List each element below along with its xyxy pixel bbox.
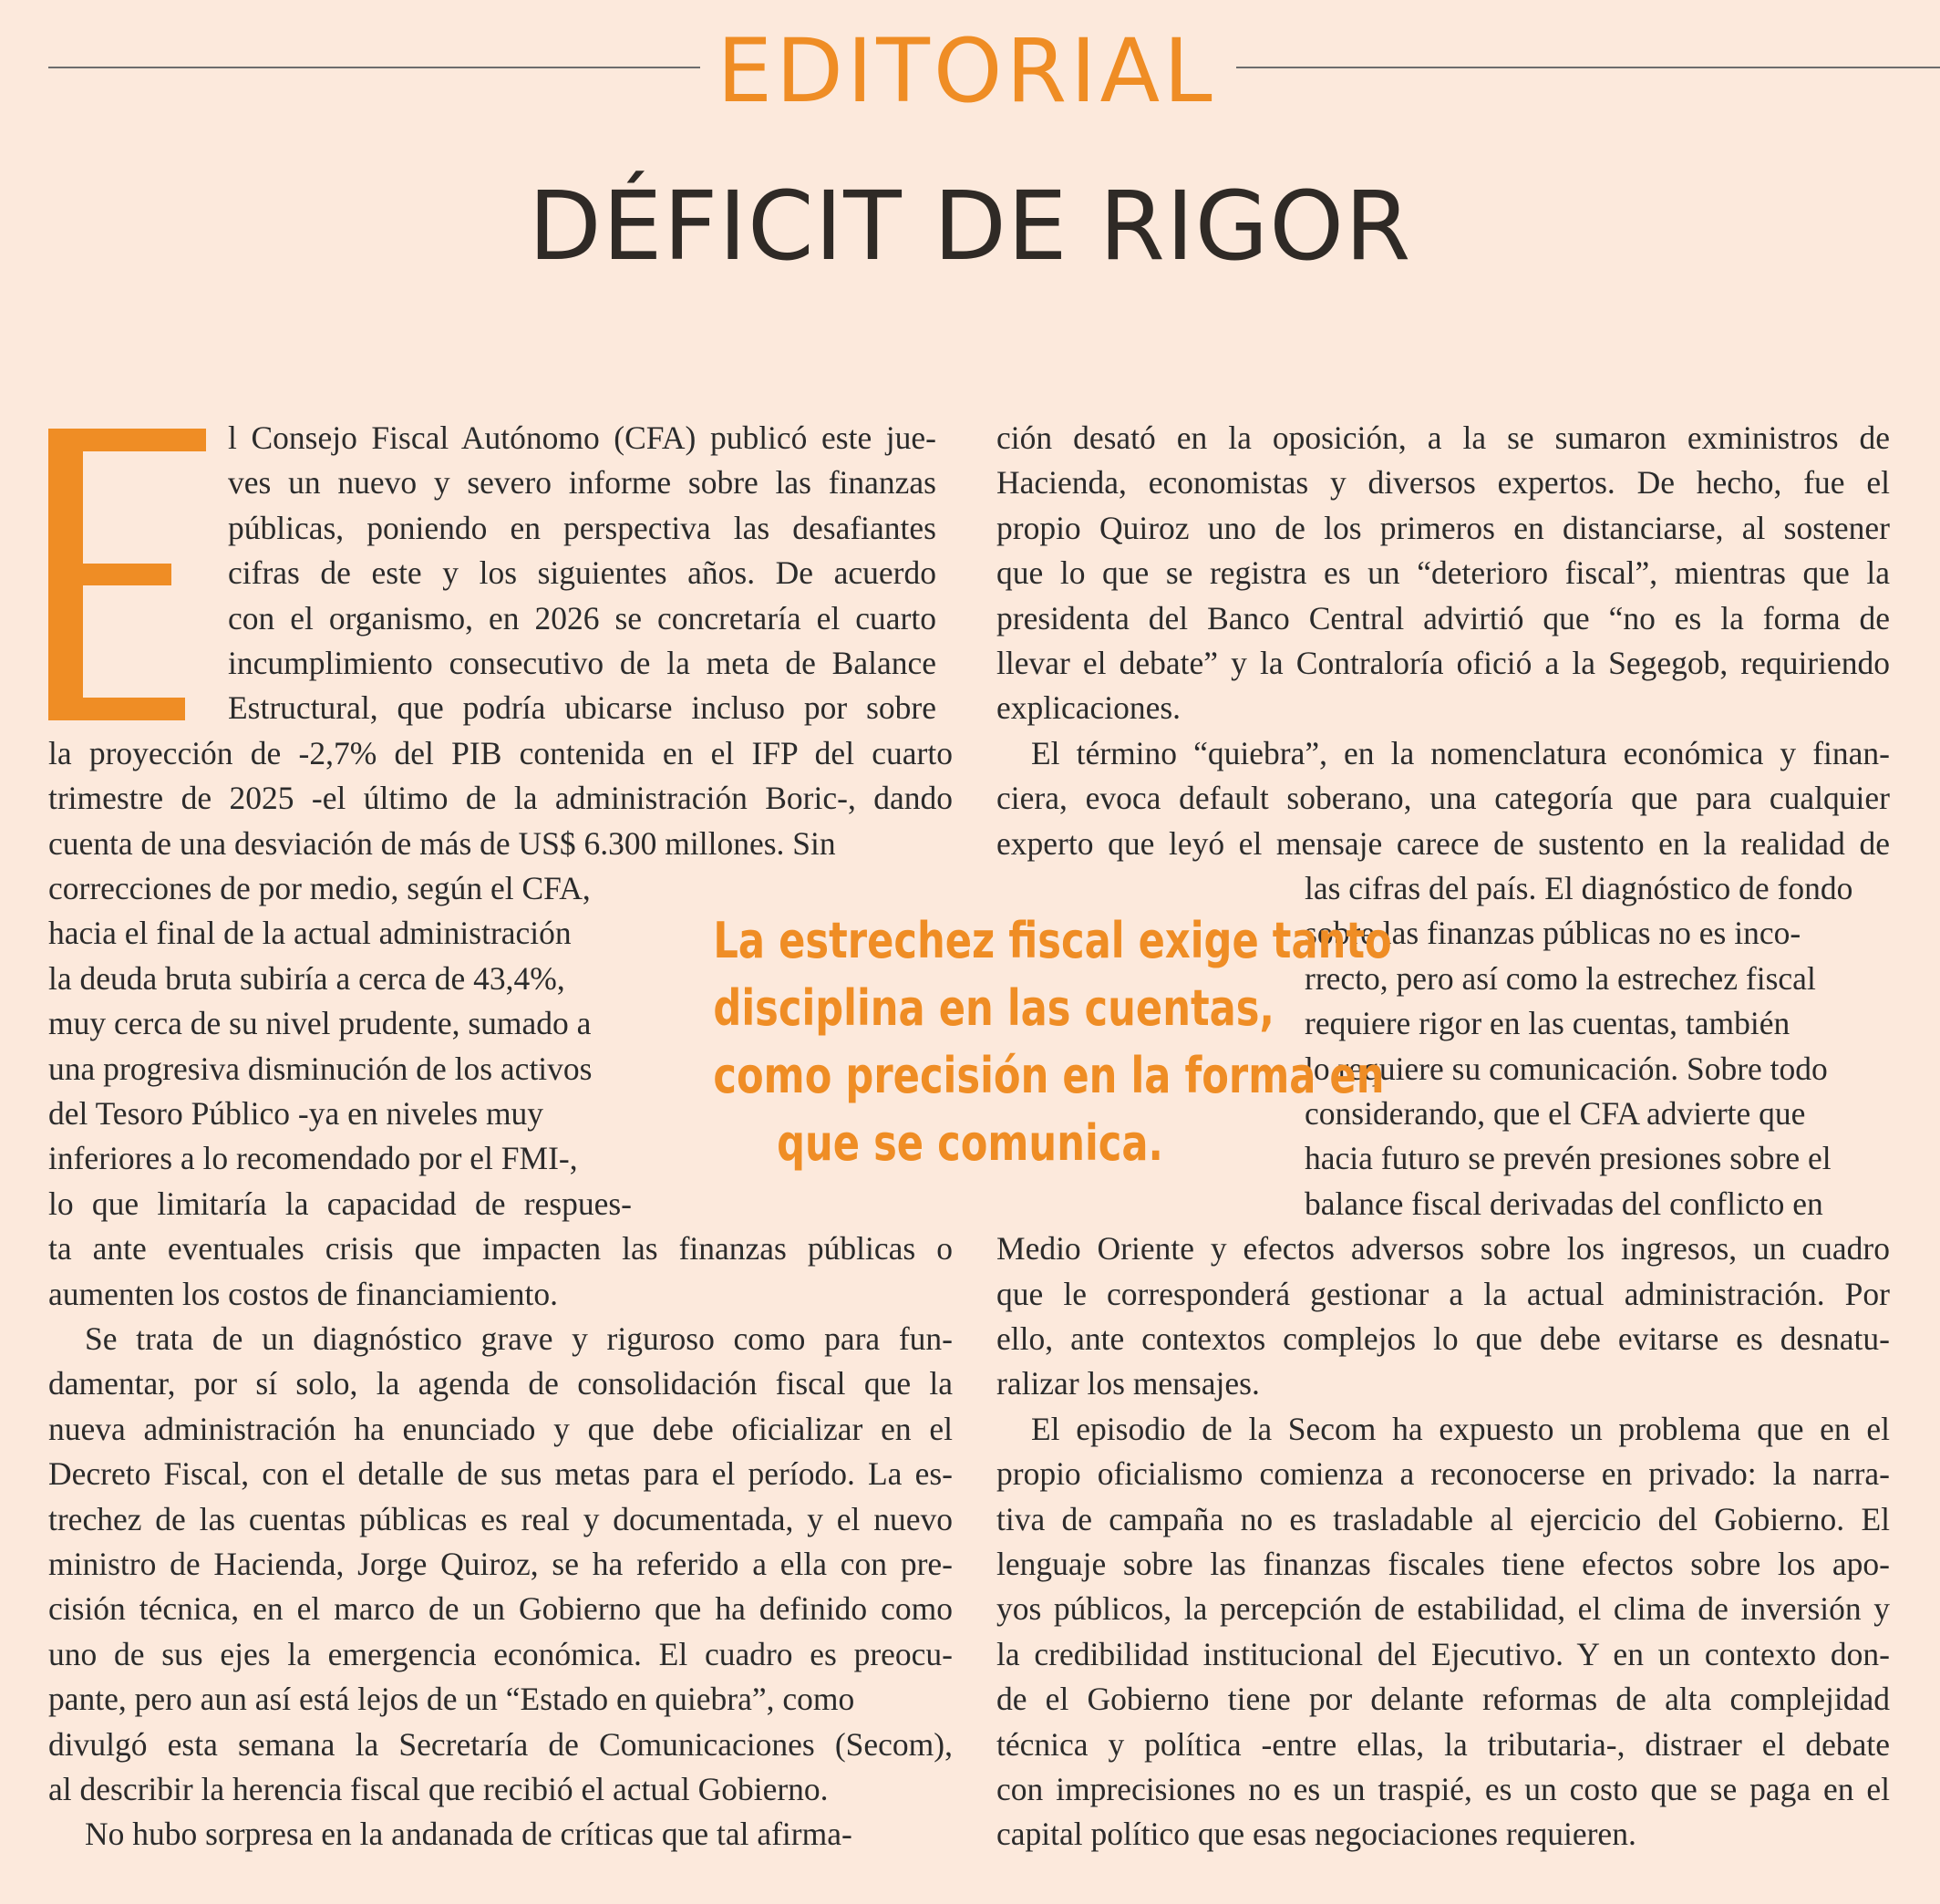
text-line: muy cerca de su nivel prudente, sumado a xyxy=(48,1005,592,1042)
text-line: pante, pero aun así está lejos de un “Estado en quiebra”, como xyxy=(48,1681,855,1718)
text-line: yos públicos, la percepción de estabilidad, el clima de inversión y xyxy=(996,1590,1890,1628)
pull-quote-line: como precisión en la forma en xyxy=(713,1047,1385,1104)
text-line: requiere rigor en las cuentas, también xyxy=(1305,1005,1790,1042)
text-line: Medio Oriente y efectos adversos sobre los ingresos, un cuadro xyxy=(996,1230,1890,1268)
text-line: El término “quiebra”, en la nomenclatura económica y finan- xyxy=(1031,734,1890,771)
text-line: ralizar los mensajes. xyxy=(996,1365,1260,1402)
text-line: las cifras del país. El diagnóstico de fondo xyxy=(1305,870,1853,906)
text-line: hacia futuro se prevén presiones sobre el xyxy=(1305,1140,1832,1177)
text-line: aumenten los costos de financiamiento. xyxy=(48,1275,558,1312)
text-line: llevar el debate” y la Contraloría ofició a la Segegob, requiriendo xyxy=(996,645,1890,681)
text-line: damentar, por sí solo, la agenda de consolidación fiscal que la xyxy=(48,1365,953,1402)
text-line: divulgó esta semana la Secretaría de Comunicaciones (Secom), xyxy=(48,1725,953,1763)
text-line: una progresiva disminución de los activos xyxy=(48,1050,593,1087)
text-line: capital político que esas negociaciones requieren. xyxy=(996,1816,1636,1853)
section-rule-left xyxy=(48,67,700,68)
text-line: con imprecisiones no es un traspié, es un costo que se paga en el xyxy=(996,1771,1890,1807)
text-line: ves un nuevo y severo informe sobre las finanzas xyxy=(228,464,936,502)
text-line: tiva de campaña no es trasladable al ejercicio del Gobierno. El xyxy=(996,1500,1890,1537)
text-line: lo requiere su comunicación. Sobre todo xyxy=(1305,1050,1828,1087)
text-line: experto que leyó el mensaje carece de sustento en la realidad de xyxy=(996,824,1890,862)
pull-quote-line: La estrechez fiscal exige tanto xyxy=(713,912,1392,969)
text-line: públicas, poniendo en perspectiva las desafiantes xyxy=(228,509,936,546)
text-line: Decreto Fiscal, con el detalle de sus metas para el período. La es- xyxy=(48,1455,953,1493)
text-line: hacia el final de la actual administración xyxy=(48,915,572,952)
text-line: ello, ante contextos complejos lo que debe evitarse es desnatu- xyxy=(996,1320,1890,1357)
text-line: inferiores a lo recomendado por el FMI-, xyxy=(48,1140,578,1177)
text-line: la proyección de -2,7% del PIB contenida en el IFP del cuarto xyxy=(48,734,953,771)
text-line: Se trata de un diagnóstico grave y riguroso como para fun- xyxy=(85,1320,953,1357)
text-line: presidenta del Banco Central advirtió que “no es la forma de xyxy=(996,599,1890,636)
section-label: EDITORIAL xyxy=(717,20,1216,122)
text-line: rrecto, pero así como la estrechez fiscal xyxy=(1305,959,1816,997)
text-line: propio Quiroz uno de los primeros en distanciarse, al sostener xyxy=(996,509,1890,546)
text-line: trechez de las cuentas públicas es real y documentada, y el nuevo xyxy=(48,1500,953,1537)
text-line: la deuda bruta subiría a cerca de 43,4%, xyxy=(48,959,565,997)
text-line: la credibilidad institucional del Ejecutivo. Y en un contexto don- xyxy=(996,1635,1890,1672)
text-line: Hacienda, economistas y diversos expertos. De hecho, fue el xyxy=(996,464,1890,502)
text-line: ministro de Hacienda, Jorge Quiroz, se ha referido a ella con pre- xyxy=(48,1546,953,1582)
text-line: No hubo sorpresa en la andanada de críticas que tal afirma- xyxy=(85,1816,852,1853)
text-line: del Tesoro Público -ya en niveles muy xyxy=(48,1095,544,1132)
text-line: sobre las finanzas públicas no es inco- xyxy=(1305,915,1801,952)
text-line: considerando, que el CFA advierte que xyxy=(1305,1095,1806,1132)
pull-quote-line: disciplina en las cuentas, xyxy=(713,979,1274,1037)
drop-cap-letter xyxy=(48,429,206,720)
text-line: cisión técnica, en el marco de un Gobierno que ha definido como xyxy=(48,1590,953,1628)
text-line: ciera, evoca default soberano, una categoría que para cualquier xyxy=(996,780,1890,817)
text-line: de el Gobierno tiene por delante reformas de alta complejidad xyxy=(996,1681,1890,1718)
text-line: técnica y política -entre ellas, la tributaria-, distraer el debate xyxy=(996,1725,1890,1763)
pull-quote-line: que se comunica. xyxy=(777,1114,1163,1172)
text-line: con el organismo, en 2026 se concretaría el cuarto xyxy=(228,599,936,636)
text-line: incumplimiento consecutivo de la meta de Balance xyxy=(228,645,936,681)
text-line: propio oficialismo comienza a reconocerse en privado: la narra- xyxy=(996,1455,1890,1493)
text-line: nueva administración ha enunciado y que debe oficializar en el xyxy=(48,1410,953,1447)
text-line: al describir la herencia fiscal que recibió el actual Gobierno. xyxy=(48,1771,829,1807)
text-line: ción desató en la oposición, a la se sumaron exministros de xyxy=(996,419,1890,456)
text-line: Estructural, que podría ubicarse incluso por sobre xyxy=(228,689,936,727)
text-line: que lo que se registra es un “deterioro fiscal”, mientras que la xyxy=(996,554,1890,592)
text-line: cuenta de una desviación de más de US$ 6.300 millones. Sin xyxy=(48,824,836,862)
text-line: ta ante eventuales crisis que impacten las finanzas públicas o xyxy=(48,1230,953,1268)
pull-quote xyxy=(713,907,1392,1177)
text-line: cifras de este y los siguientes años. De acuerdo xyxy=(228,554,936,592)
headline: DÉFICIT DE RIGOR xyxy=(528,171,1412,282)
text-line: trimestre de 2025 -el último de la administración Boric-, dando xyxy=(48,780,953,817)
text-line: l Consejo Fiscal Autónomo (CFA) publicó este jue- xyxy=(228,419,936,456)
text-line: que le corresponderá gestionar a la actual administración. Por xyxy=(996,1275,1890,1312)
text-line: uno de sus ejes la emergencia económica. El cuadro es preocu- xyxy=(48,1635,953,1672)
text-line: explicaciones. xyxy=(996,689,1182,727)
text-line: lenguaje sobre las finanzas fiscales tiene efectos sobre los apo- xyxy=(996,1546,1890,1582)
text-line: El episodio de la Secom ha expuesto un problema que en el xyxy=(1031,1410,1890,1447)
text-line: balance fiscal derivadas del conflicto en xyxy=(1305,1185,1823,1222)
text-line: lo que limitaría la capacidad de respues- xyxy=(48,1185,632,1222)
section-rule-right xyxy=(1236,67,1940,68)
text-line: correcciones de por medio, según el CFA, xyxy=(48,870,591,906)
